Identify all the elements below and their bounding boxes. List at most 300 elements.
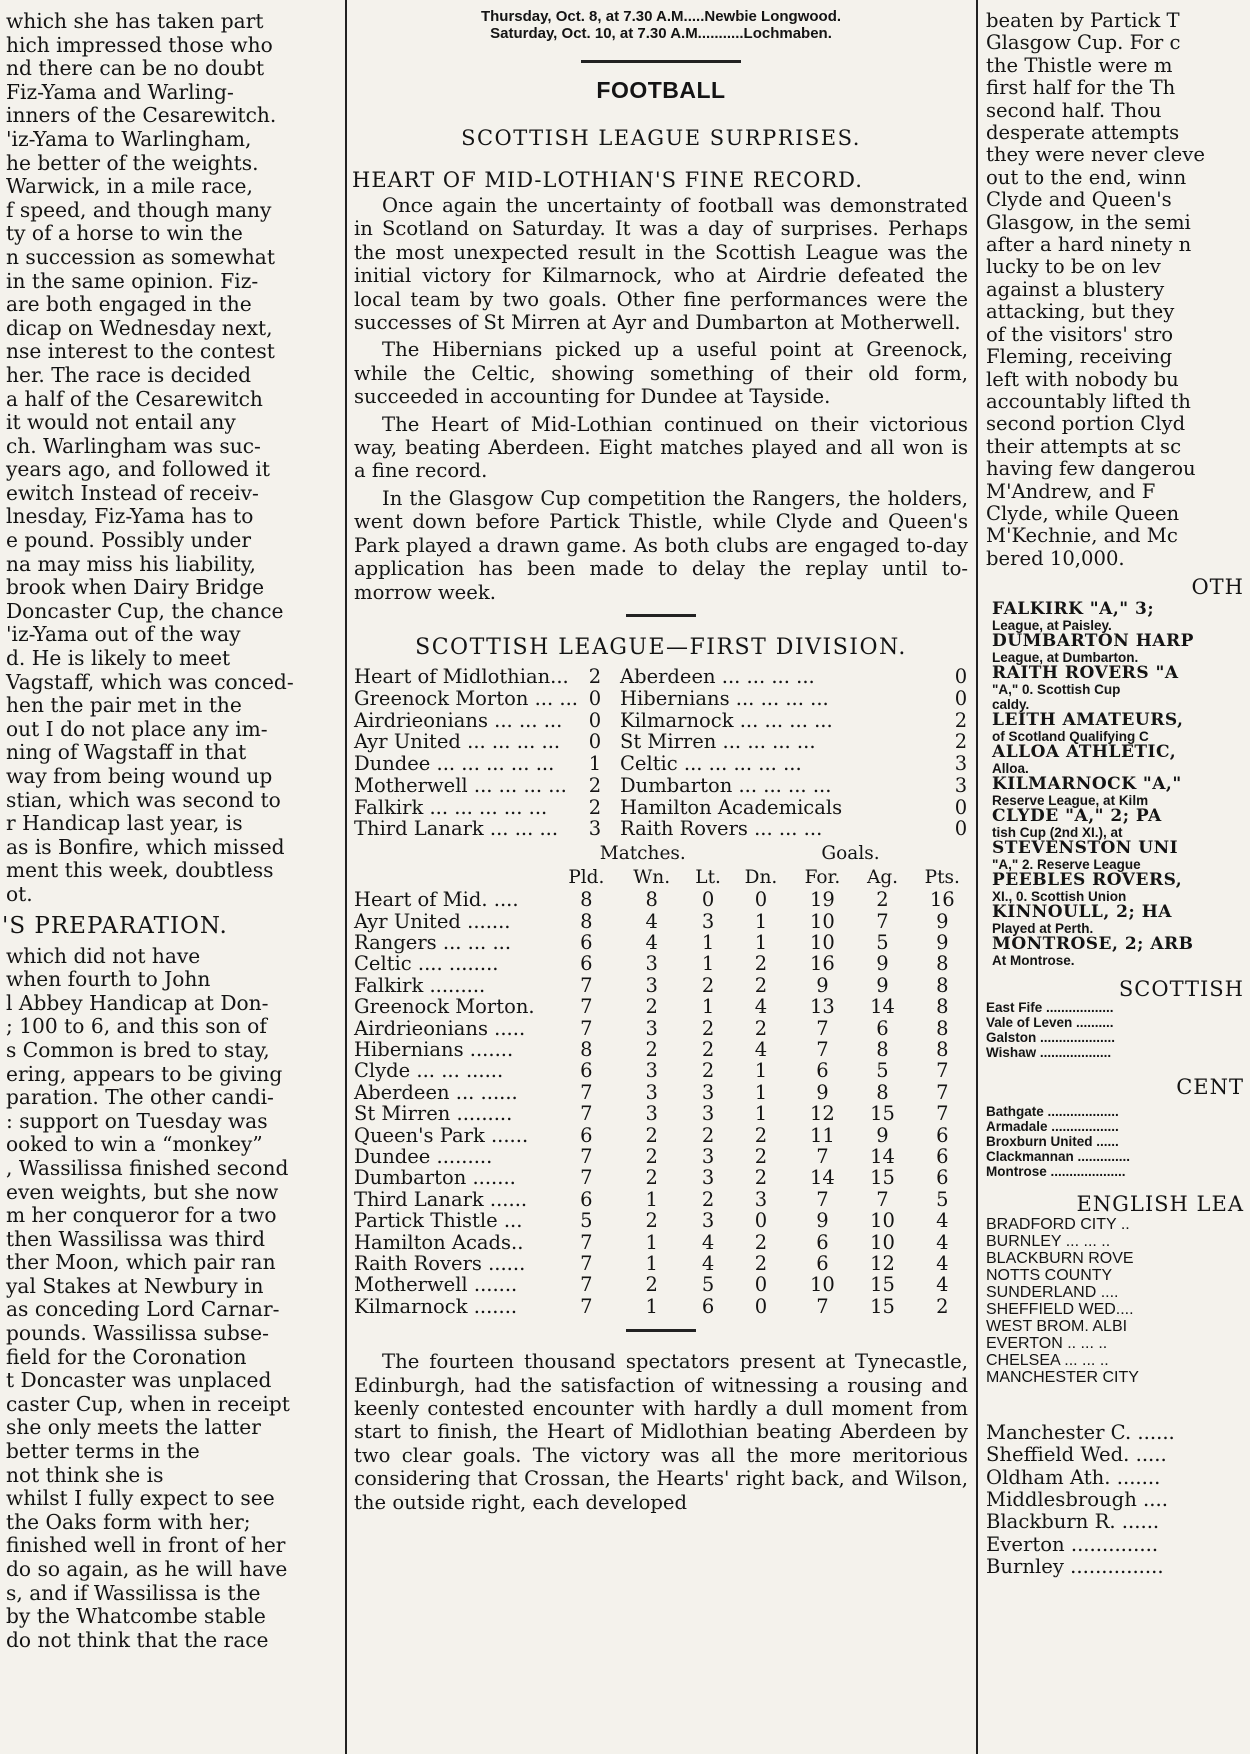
text-line: d. He is likely to meet (6, 646, 231, 671)
text-line: of the visitors' stro (986, 322, 1174, 346)
stat-lt: 3 (701, 909, 715, 933)
standings-row (348, 889, 974, 910)
stat-ga: 5 (876, 930, 889, 954)
team-name: Hibernians ....... (354, 1037, 514, 1061)
stat-lt: 1 (701, 952, 715, 976)
stat-gf: 10 (810, 909, 835, 933)
stat-dn: 0 (754, 1209, 768, 1233)
english-team: Burnley ............... (986, 1555, 1164, 1579)
text-line: which did not have (6, 943, 201, 968)
stat-wn: 3 (645, 952, 658, 976)
right-article-text (980, 10, 1250, 570)
home-score: 0 (588, 708, 602, 732)
team-name: Rangers ... ... ... (354, 930, 512, 954)
other-result-line: Played at Perth. (992, 920, 1094, 936)
result-row (348, 731, 974, 753)
stat-wn: 1 (645, 1252, 658, 1275)
stat-pts: 4 (936, 1273, 949, 1297)
matches-header: Matches. (599, 843, 686, 865)
stat-pts: 8 (936, 973, 949, 997)
away-score: 3 (954, 773, 968, 797)
away-score: 3 (954, 752, 968, 776)
english-result: BRADFORD CITY .. (986, 1215, 1130, 1233)
column-header: Pts. (924, 866, 960, 888)
home-team: Airdrieonians ... ... ... (354, 708, 563, 732)
stat-dn: 2 (754, 1016, 768, 1040)
result-row (348, 753, 974, 775)
other-result-line: ALLOA ATHLETIC, (992, 741, 1177, 762)
stat-gf: 6 (816, 1059, 829, 1083)
english-team: Blackburn R. ...... (986, 1510, 1160, 1534)
text-line: 'iz-Yama to Warlingham, (6, 126, 252, 151)
text-line: ooked to win a “monkey” (6, 1132, 263, 1157)
central-heading: CENT (1176, 1074, 1244, 1099)
stat-ga: 15 (870, 1102, 895, 1126)
away-score: 0 (954, 795, 968, 819)
standings-row (348, 1253, 974, 1274)
text-line: even weights, but she now (6, 1179, 279, 1204)
text-line: Glasgow, in the semi (986, 210, 1191, 234)
stat-pts: 6 (936, 1123, 949, 1147)
standings-row (348, 1167, 974, 1188)
goals-header: Goals. (821, 843, 880, 865)
text-line: bered 10,000. (986, 546, 1125, 570)
away-team: Celtic ... ... ... ... ... (620, 752, 802, 776)
team-name: Ayr United ....... (354, 909, 511, 933)
divider (581, 60, 741, 63)
team-name: Dumbarton ....... (354, 1166, 516, 1190)
away-team: Kilmarnock ... ... ... ... (620, 708, 833, 732)
stat-wn: 4 (645, 909, 658, 933)
text-line: second half. Thou (986, 98, 1162, 122)
stat-lt: 1 (701, 995, 715, 1019)
away-team: Hamilton Academicals (620, 795, 843, 819)
stat-ga: 6 (876, 1016, 889, 1040)
english-heading: ENGLISH LEA (1076, 1192, 1244, 1217)
text-line: ther Moon, which pair ran (6, 1250, 276, 1275)
text-line: pounds. Wassilissa subse- (6, 1321, 269, 1346)
stat-dn: 2 (754, 1123, 768, 1147)
central-teams-list (980, 1104, 1250, 1179)
text-line: whilst I fully expect to see (6, 1486, 275, 1511)
stat-pld: 7 (580, 973, 593, 997)
other-result-line: KINNOULL, 2; HA (992, 901, 1172, 922)
result-row (348, 688, 974, 710)
stat-pld: 7 (580, 1273, 593, 1297)
other-result-line: of Scotland Qualifying C (992, 728, 1149, 744)
stat-wn: 2 (645, 1273, 658, 1297)
stat-dn: 3 (754, 1187, 768, 1211)
league-title: SCOTTISH LEAGUE—FIRST DIVISION. (415, 634, 907, 660)
text-line: left with nobody bu (986, 367, 1179, 391)
team-name: Falkirk ......... (354, 973, 486, 997)
text-line: nd there can be no doubt (6, 56, 265, 81)
team-name: Hamilton Acads.. (354, 1230, 524, 1254)
text-line: way from being wound up (6, 764, 273, 788)
stat-gf: 7 (816, 1294, 829, 1318)
team-line: East Fife .................. (986, 999, 1114, 1015)
stat-wn: 3 (645, 1059, 658, 1083)
away-score: 2 (954, 730, 968, 754)
stat-dn: 1 (754, 1080, 768, 1104)
stat-gf: 6 (816, 1252, 829, 1275)
stat-gf: 10 (810, 1273, 835, 1297)
other-result-line: CLYDE "A," 2; PA (992, 805, 1162, 826)
blank-cell (348, 842, 554, 865)
english-result: NOTTS COUNTY (986, 1266, 1113, 1284)
standings-row (348, 1296, 974, 1317)
stat-pts: 9 (936, 909, 949, 933)
stat-lt: 2 (701, 1187, 715, 1211)
team-line: Broxburn United ...... (986, 1134, 1119, 1150)
subheadline: HEART OF MID-LOTHIAN'S FINE RECORD. (352, 168, 863, 192)
stat-wn: 8 (645, 888, 658, 912)
text-line: n succession as somewhat (6, 244, 275, 269)
text-line: dicap on Wednesday next, (6, 315, 273, 340)
stat-pld: 7 (580, 1102, 593, 1126)
other-matches-heading: OTH (1191, 575, 1244, 600)
text-line: accountably lifted th (986, 389, 1191, 413)
stat-gf: 11 (810, 1123, 835, 1147)
stat-ga: 15 (870, 1294, 895, 1318)
text-line: ering, appears to be giving (6, 1061, 283, 1086)
text-line: out I do not place any im- (6, 716, 268, 741)
stat-dn: 0 (754, 1273, 768, 1297)
english-result: CHELSEA ... ... .. (986, 1351, 1109, 1369)
stat-lt: 2 (701, 973, 715, 997)
divider (626, 1329, 696, 1332)
team-name: Airdrieonians ..... (354, 1016, 526, 1040)
column-header: Dn. (744, 866, 778, 888)
english-result: BURNLEY ... ... .. (986, 1232, 1111, 1250)
text-line: Glasgow Cup. For c (986, 31, 1181, 55)
text-line: lucky to be on lev (986, 255, 1161, 279)
team-name: Aberdeen ... ...... (354, 1080, 518, 1104)
home-team: Ayr United ... ... ... ... (354, 730, 561, 754)
text-line: ning of Wagstaff in that (6, 740, 247, 765)
away-score: 0 (954, 664, 968, 688)
other-results-list (980, 598, 1250, 968)
text-line: hen the pair met in the (6, 693, 242, 718)
results-table (348, 666, 974, 840)
text-line: ty of a horse to win the (6, 221, 243, 246)
blank-cell (348, 866, 554, 889)
english-result: EVERTON .. ... .. (986, 1334, 1108, 1352)
stat-gf: 7 (816, 1037, 829, 1061)
away-score: 2 (954, 708, 968, 732)
other-result-line: RAITH ROVERS "A (992, 662, 1179, 683)
stat-pld: 6 (580, 952, 593, 976)
stat-pts: 7 (936, 1080, 949, 1104)
stat-dn: 1 (754, 930, 768, 954)
other-result-line: STEVENSTON UNI (992, 837, 1179, 858)
text-line: l Abbey Handicap at Don- (6, 990, 269, 1015)
standings-row (348, 1210, 974, 1231)
stat-pld: 7 (580, 995, 593, 1019)
stat-ga: 15 (870, 1166, 895, 1190)
other-result-line: XI., 0. Scottish Union (992, 888, 1127, 904)
stat-lt: 2 (701, 1037, 715, 1061)
text-line: r Handicap last year, is (6, 811, 243, 836)
stat-gf: 9 (816, 1080, 829, 1104)
stat-lt: 4 (701, 1230, 715, 1254)
text-line: years ago, and followed it (6, 457, 270, 482)
text-line: as is Bonfire, which missed (6, 834, 285, 859)
standings-row (348, 932, 974, 953)
stat-gf: 12 (810, 1102, 835, 1126)
home-score: 2 (588, 795, 602, 819)
other-result-line: DUMBARTON HARP (992, 630, 1194, 651)
english-team: Everton .............. (986, 1532, 1159, 1556)
text-line: her. The race is decided (6, 362, 252, 387)
stat-ga: 7 (876, 1187, 889, 1211)
stat-pts: 7 (936, 1059, 949, 1083)
column-header: Pld. (568, 866, 605, 888)
english-results-list (980, 1216, 1250, 1386)
text-line: f speed, and though many (6, 197, 272, 222)
stat-wn: 2 (645, 1166, 658, 1190)
standings-row (348, 1274, 974, 1295)
stat-pts: 9 (936, 930, 949, 954)
standings-row (348, 953, 974, 974)
stat-gf: 14 (810, 1166, 835, 1190)
stat-ga: 9 (876, 1123, 889, 1147)
standings-row (348, 975, 974, 996)
stat-lt: 3 (701, 1102, 715, 1126)
home-score: 1 (588, 752, 602, 776)
stat-wn: 1 (645, 1230, 658, 1254)
result-row (348, 797, 974, 819)
stat-wn: 1 (645, 1187, 658, 1211)
stat-gf: 13 (810, 995, 835, 1019)
stat-dn: 0 (754, 888, 768, 912)
stat-ga: 8 (876, 1080, 889, 1104)
other-result-line: KILMARNOCK "A," (992, 773, 1182, 794)
away-score: 0 (954, 686, 968, 710)
text-line: are both engaged in the (6, 292, 252, 317)
other-result-line: League, at Paisley. (992, 617, 1112, 633)
standings-row (348, 1018, 974, 1039)
stat-gf: 9 (816, 973, 829, 997)
stat-lt: 3 (701, 1080, 715, 1104)
stat-gf: 19 (810, 888, 835, 912)
text-line: a half of the Cesarewitch (6, 386, 263, 411)
stat-pld: 6 (580, 930, 593, 954)
stat-lt: 5 (701, 1273, 715, 1297)
stat-wn: 2 (645, 1037, 658, 1061)
stat-wn: 2 (645, 995, 658, 1019)
stat-pld: 5 (580, 1209, 593, 1233)
text-line: s, and if Wassilissa is the (6, 1580, 261, 1605)
stat-wn: 3 (645, 973, 658, 997)
away-team: Raith Rovers ... ... ... (620, 817, 823, 841)
stat-pld: 7 (580, 1230, 593, 1254)
text-line: paration. The other candi- (6, 1085, 274, 1110)
team-name: Dundee ......... (354, 1144, 493, 1168)
text-line: in the same opinion. Fiz- (6, 268, 259, 293)
stat-ga: 14 (870, 1144, 895, 1168)
text-line: which she has taken part (6, 9, 264, 33)
text-line: Vagstaff, which was conced- (6, 669, 294, 694)
text-line: 'iz-Yama out of the way (6, 622, 241, 647)
stat-pld: 8 (580, 888, 593, 912)
stat-dn: 1 (754, 1102, 768, 1126)
stat-dn: 1 (754, 909, 768, 933)
text-line: s Common is bred to stay, (6, 1037, 270, 1062)
text-line: better terms in the (6, 1439, 200, 1464)
paragraph: The Hibernians picked up a useful point at Greenock, while the Celtic, showing something of their old form, succeeded in accounting for Dundee at Tayside. (354, 338, 968, 409)
paragraph: In the Glasgow Cup competition the Rangers, the holders, went down before Partick Thistle, while Clyde and Queen's Park played a drawn game. As both clubs are engaged to-day application has been made to delay the replay until to-morrow week. (354, 486, 968, 604)
text-line: the Thistle were m (986, 53, 1173, 77)
stat-pld: 7 (580, 1144, 593, 1168)
stat-gf: 7 (816, 1016, 829, 1040)
stat-lt: 3 (701, 1144, 715, 1168)
column-header: Lt. (695, 866, 721, 888)
text-line: finished well in front of her (6, 1533, 286, 1558)
text-line: not think she is (6, 1462, 164, 1487)
away-score: 0 (954, 817, 968, 841)
text-line: he better of the weights. (6, 150, 259, 175)
text-line: Fiz-Yama and Warling- (6, 79, 234, 104)
stat-wn: 2 (645, 1123, 658, 1147)
stat-dn: 2 (754, 973, 768, 997)
stat-lt: 2 (701, 1059, 715, 1083)
text-line: yal Stakes at Newbury in (6, 1273, 264, 1298)
text-line: when fourth to John (6, 967, 211, 992)
stat-lt: 3 (701, 1209, 715, 1233)
stat-gf: 7 (816, 1144, 829, 1168)
text-line: m her conqueror for a two (6, 1203, 277, 1228)
text-line: ewitch Instead of receiv- (6, 480, 259, 505)
blank-cell (732, 842, 791, 865)
team-line: Galston .................... (986, 1029, 1116, 1045)
blank-cell (911, 842, 974, 865)
column-header: For. (804, 866, 841, 888)
team-name: Partick Thistle ... (354, 1209, 523, 1233)
column-header: Wn. (633, 866, 671, 888)
text-line: lnesday, Fiz-Yama has to (6, 504, 254, 529)
stat-pld: 8 (580, 909, 593, 933)
divider (626, 614, 696, 617)
left-section-heading: 'S PREPARATION. (2, 912, 228, 939)
away-team: Hibernians ... ... ... ... (620, 686, 829, 710)
text-line: attacking, but they (986, 300, 1175, 324)
stat-pts: 4 (936, 1252, 949, 1275)
right-column (980, 0, 1250, 1754)
paragraph: Once again the uncertainty of football was demonstrated in Scotland on Saturday. It was a day of surprises. Perhaps the most unexpected result in the Scottish League was the initial victory for Kilmarnock, who at Airdrie defeated the local team by two goals. Other fine performances were the successes of St Mirren at Ayr and Dumbarton at Motherwell. (354, 194, 968, 335)
english-result: BLACKBURN ROVE (986, 1249, 1134, 1267)
stat-pts: 2 (936, 1294, 949, 1318)
stat-pts: 6 (936, 1166, 949, 1190)
stat-pts: 8 (936, 1037, 949, 1061)
stat-ga: 15 (870, 1273, 895, 1297)
stat-pts: 16 (929, 888, 955, 912)
other-result-line: At Montrose. (992, 952, 1075, 968)
result-row (348, 666, 974, 688)
other-result-line: MONTROSE, 2; ARB (992, 933, 1194, 954)
text-line: caster Cup, when in receipt (6, 1391, 290, 1416)
stat-pld: 6 (580, 1059, 593, 1083)
team-line: Clackmannan .............. (986, 1149, 1131, 1165)
english-result: WEST BROM. ALBI (986, 1317, 1128, 1335)
home-team: Greenock Morton ... ... (354, 686, 578, 710)
standings-header-row (348, 866, 974, 889)
stat-wn: 1 (645, 1294, 658, 1318)
other-result-line: LEITH AMATEURS, (992, 709, 1184, 730)
home-team: Heart of Midlothian... (354, 664, 569, 688)
team-name: Raith Rovers ...... (354, 1252, 526, 1275)
text-line: out to the end, winn (986, 165, 1187, 189)
text-line: M'Andrew, and F (986, 479, 1156, 503)
scottish-teams-list (980, 1000, 1250, 1060)
stat-ga: 9 (876, 973, 889, 997)
text-line: inners of the Cesarewitch. (6, 103, 277, 128)
english-result: SHEFFIELD WED.... (986, 1300, 1134, 1318)
english-result: MANCHESTER CITY (986, 1368, 1139, 1386)
left-column (0, 0, 344, 1754)
standings-row (348, 1082, 974, 1103)
result-row (348, 775, 974, 797)
team-name: Clyde ... ... ...... (354, 1059, 504, 1083)
stat-pld: 7 (580, 1080, 593, 1104)
standings-row (348, 911, 974, 932)
paragraph: The Heart of Mid-Lothian continued on their victorious way, beating Aberdeen. Eight matches played and all won is a fine record. (354, 412, 968, 483)
stat-lt: 3 (701, 1166, 715, 1190)
text-line: it would not entail any (6, 410, 236, 435)
standings-row (348, 1060, 974, 1081)
stat-ga: 8 (876, 1037, 889, 1061)
team-name: Kilmarnock ....... (354, 1294, 518, 1318)
standings-group-header (348, 842, 974, 865)
stat-lt: 6 (701, 1294, 715, 1318)
text-line: ; 100 to 6, and this son of (6, 1014, 267, 1039)
team-line: Wishaw ................... (986, 1044, 1112, 1060)
middle-column (348, 0, 974, 1754)
stat-pld: 8 (580, 1037, 593, 1061)
text-line: e pound. Possibly under (6, 528, 252, 553)
schedule-line: Saturday, Oct. 10, at 7.30 A.M...........Lochmaben. (490, 25, 832, 42)
stat-lt: 4 (701, 1252, 715, 1275)
stat-dn: 4 (754, 995, 768, 1019)
stat-ga: 2 (876, 888, 889, 912)
team-line: Armadale .................. (986, 1119, 1119, 1135)
text-line: na may miss his liability, (6, 551, 256, 576)
other-result-line: caldy. (992, 696, 1030, 712)
stat-lt: 0 (701, 888, 715, 912)
text-line: Fleming, receiving (986, 345, 1173, 369)
stat-dn: 4 (754, 1037, 768, 1061)
stat-ga: 14 (870, 995, 895, 1019)
result-row (348, 818, 974, 840)
text-line: hich impressed those who (6, 32, 273, 57)
english-team: Sheffield Wed. ..... (986, 1443, 1167, 1467)
english-result: SUNDERLAND .... (986, 1283, 1119, 1301)
home-team: Motherwell ... ... ... ... (354, 773, 567, 797)
home-score: 2 (588, 664, 602, 688)
other-result-line: tish Cup (2nd XI.), at (992, 824, 1123, 840)
team-line: Vale of Leven .......... (986, 1014, 1114, 1030)
stat-pld: 7 (580, 1252, 593, 1275)
away-team: St Mirren ... ... ... ... (620, 730, 816, 754)
team-line: Bathgate ................... (986, 1104, 1119, 1120)
stat-dn: 2 (754, 1166, 768, 1190)
schedule-line: Thursday, Oct. 8, at 7.30 A.M.....Newbie Longwood. (480, 8, 842, 25)
stat-pld: 6 (580, 1123, 593, 1147)
text-line: she only meets the latter (6, 1415, 261, 1440)
result-row (348, 710, 974, 732)
away-team: Dumbarton ... ... ... ... (620, 773, 832, 797)
team-name: Queen's Park ...... (354, 1123, 529, 1147)
